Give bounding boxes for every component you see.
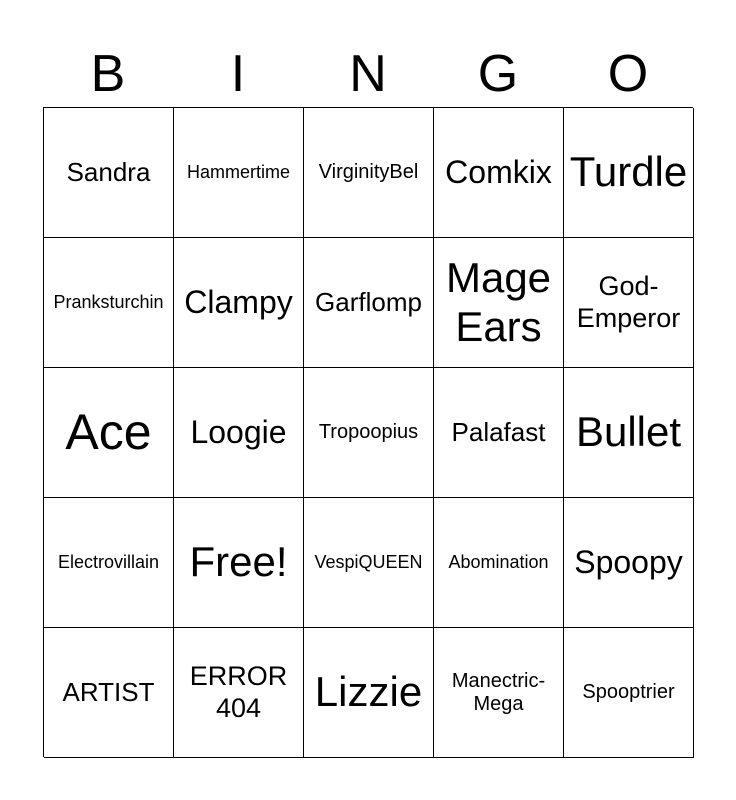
header-letter-n: N — [349, 45, 387, 103]
bingo-cell[interactable]: Manectric-Mega — [434, 628, 564, 758]
bingo-cell[interactable]: ARTIST — [44, 628, 174, 758]
bingo-header — [43, 40, 693, 108]
bingo-cell[interactable]: Hammertime — [174, 108, 304, 238]
bingo-cell[interactable]: Tropoopius — [304, 368, 434, 498]
header-letter-o: O — [607, 45, 649, 103]
header-letter-b: B — [90, 45, 126, 103]
bingo-cell[interactable]: Bullet — [564, 368, 694, 498]
bingo-cell[interactable]: Turdle — [564, 108, 694, 238]
bingo-cell[interactable]: Sandra — [44, 108, 174, 238]
bingo-cell[interactable]: Loogie — [174, 368, 304, 498]
bingo-cell[interactable]: Garflomp — [304, 238, 434, 368]
bingo-cell[interactable]: ERROR 404 — [174, 628, 304, 758]
header-letter-g: G — [477, 45, 519, 103]
bingo-cell[interactable]: Ace — [44, 368, 174, 498]
bingo-cell[interactable]: Clampy — [174, 238, 304, 368]
bingo-cell[interactable]: Lizzie — [304, 628, 434, 758]
bingo-cell[interactable]: Comkix — [434, 108, 564, 238]
bingo-cell[interactable]: Pranksturchin — [44, 238, 174, 368]
bingo-cell[interactable]: God-Emperor — [564, 238, 694, 368]
bingo-cell[interactable]: VirginityBel — [304, 108, 434, 238]
header-letter-i: I — [230, 45, 246, 103]
bingo-cell[interactable]: Mage Ears — [434, 238, 564, 368]
bingo-cell[interactable]: Spooptrier — [564, 628, 694, 758]
bingo-cell[interactable]: Abomination — [434, 498, 564, 628]
bingo-cell[interactable]: Spoopy — [564, 498, 694, 628]
bingo-cell[interactable]: Electrovillain — [44, 498, 174, 628]
free-space[interactable]: Free! — [174, 498, 304, 628]
bingo-cell[interactable]: VespiQUEEN — [304, 498, 434, 628]
bingo-cell[interactable]: Palafast — [434, 368, 564, 498]
bingo-board — [43, 107, 693, 757]
